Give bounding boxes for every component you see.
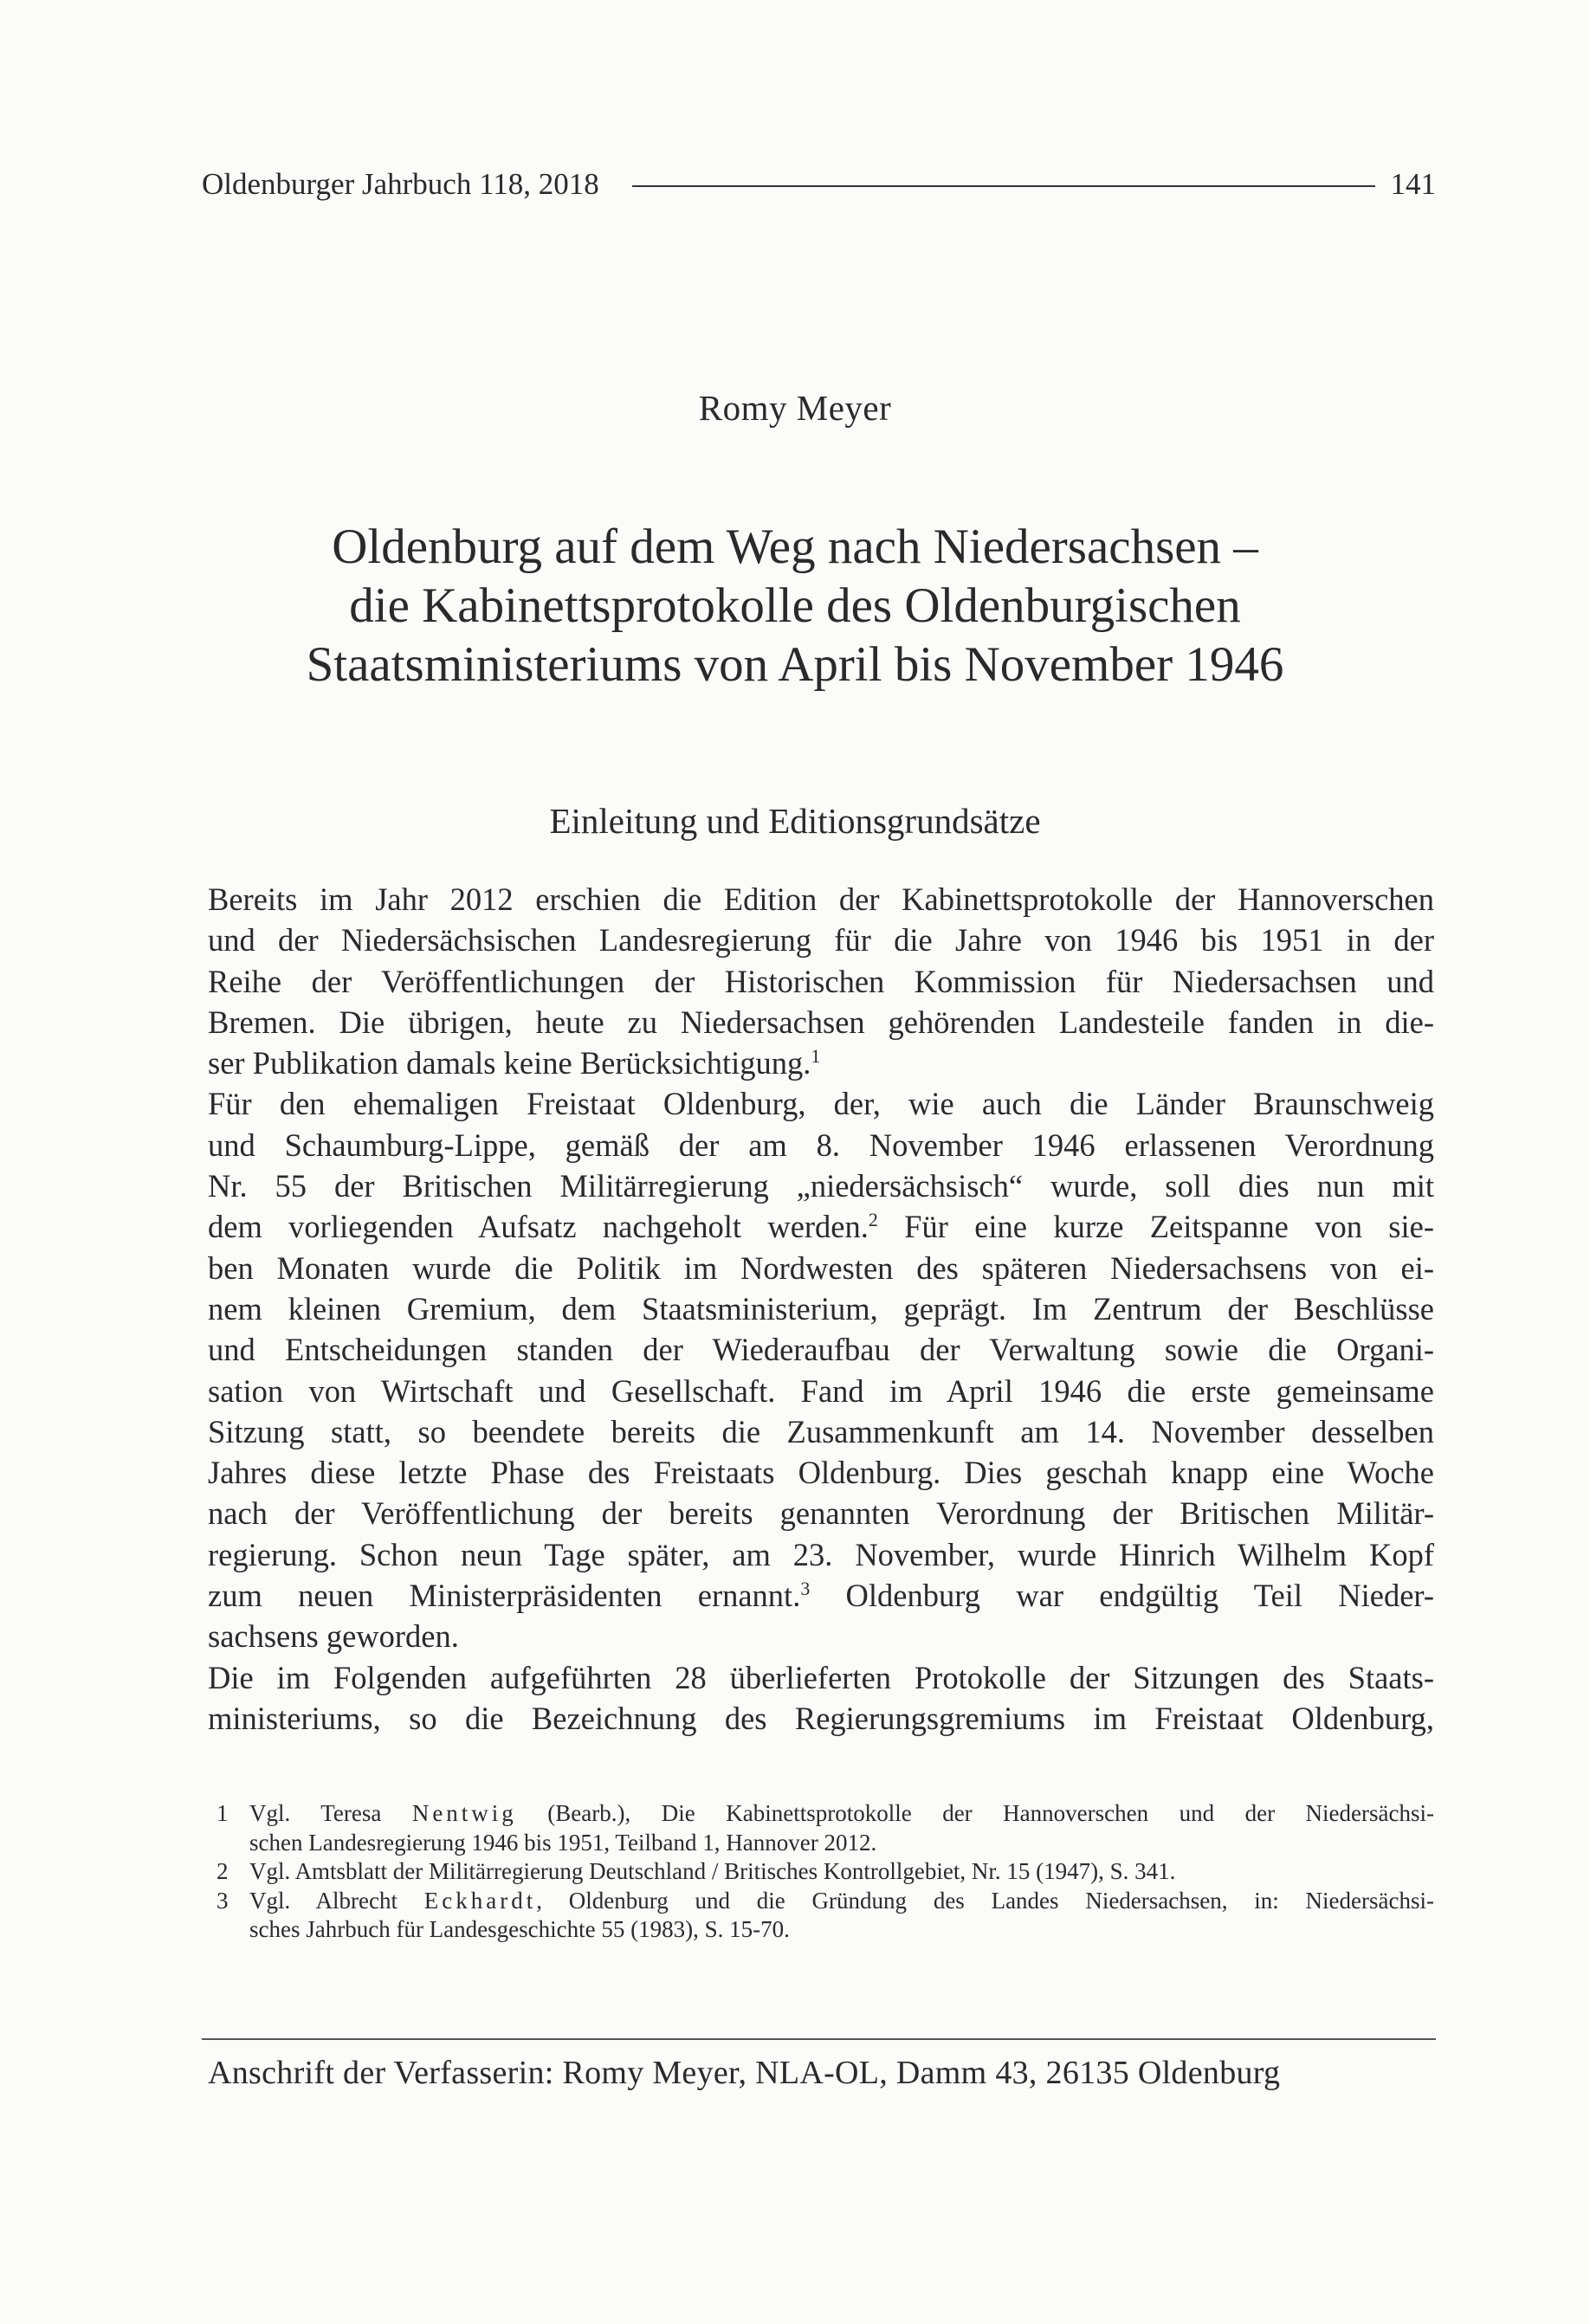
body-line-text: ben Monaten wurde die Politik im Nordwesten des späteren Niedersachsens von ei- (208, 1249, 1434, 1286)
footnote-1 (208, 1799, 1434, 1857)
footnote-2 (208, 1857, 1434, 1887)
body-line (208, 1534, 1434, 1575)
body-line (208, 879, 1434, 920)
body-line (208, 1248, 1434, 1288)
footnote-author-name: Eckhardt (423, 1887, 537, 1914)
body-text (208, 879, 1434, 1739)
title-line-2: die Kabinettsprotokolle des Oldenburgischen (349, 578, 1241, 633)
footnote-text: , Oldenburg und die Gründung des Landes Niedersachsen, in: Niedersächsi- (536, 1887, 1434, 1914)
body-line (208, 961, 1434, 1002)
body-line (208, 1165, 1434, 1206)
address-rule (202, 2038, 1436, 2040)
body-line (208, 1616, 1434, 1656)
body-line-text: nem kleinen Gremium, dem Staatsministerium, geprägt. Im Zentrum der Beschlüsse (208, 1290, 1434, 1327)
body-line-text: Für eine kurze Zeitspanne von sie- (877, 1209, 1434, 1245)
body-line-text: Bremen. Die übrigen, heute zu Niedersachsen gehörenden Landesteile fanden in die- (208, 1004, 1434, 1040)
body-line-text: und der Niedersächsischen Landesregierung für die Jahre von 1946 bis 1951 in der (208, 922, 1434, 959)
body-line-text: nach der Veröffentlichung der bereits genannten Verordnung der Britischen Militär- (208, 1495, 1434, 1532)
page-number: 141 (1390, 167, 1436, 201)
footnote-3 (208, 1887, 1434, 1945)
body-line-text: Oldenburg war endgültig Teil Nieder- (810, 1578, 1434, 1614)
body-line-text: Reihe der Veröffentlichungen der Historischen Kommission für Niedersachsen und (208, 963, 1434, 999)
body-line-text: sachsens geworden. (208, 1618, 459, 1655)
footnote-line (249, 1887, 1434, 1916)
body-line-text: dem vorliegenden Aufsatz nachgeholt werden. (208, 1209, 869, 1245)
body-line-text: zum neuen Ministerpräsidenten ernannt. (208, 1578, 801, 1614)
section-heading: Einleitung und Editionsgrundsätze (549, 801, 1041, 841)
footnote-number: 3 (217, 1887, 229, 1914)
footnote-line (249, 1857, 1434, 1887)
title-line-1: Oldenburg auf dem Weg nach Niedersachsen – (332, 520, 1258, 574)
footnote-line (249, 1799, 1434, 1829)
body-line-text: und Schaumburg-Lippe, gemäß der am 8. November 1946 erlassenen Verordnung (208, 1126, 1434, 1163)
footnote-reference[interactable]: 3 (800, 1577, 811, 1599)
body-line (208, 1206, 1434, 1247)
body-line (208, 1002, 1434, 1043)
footnotes (208, 1799, 1434, 1945)
title-line-3: Staatsministeriums von April bis November 1946 (306, 637, 1284, 692)
running-head (202, 163, 1436, 206)
body-line (208, 1083, 1434, 1124)
body-line-text: und Entscheidungen standen der Wiederaufbau der Verwaltung sowie die Organi- (208, 1332, 1434, 1368)
body-line (208, 1043, 1434, 1083)
body-line (208, 1698, 1434, 1739)
body-line-text: Sitzung statt, so beendete bereits die Zusammenkunft am 14. November desselben (208, 1413, 1434, 1449)
body-line-text: Nr. 55 der Britischen Militärregierung „niedersächsisch“ wurde, soll dies nun mit (208, 1168, 1434, 1204)
body-line (208, 1452, 1434, 1493)
body-line-text: regierung. Schon neun Tage später, am 23. November, wurde Hinrich Wilhelm Kopf (208, 1536, 1434, 1572)
footnote-text: Vgl. Albrecht (249, 1887, 424, 1914)
footnote-text: (Bearb.), Die Kabinettsprotokolle der Hannoverschen und der Niedersächsi- (516, 1800, 1434, 1826)
body-line-text: Die im Folgenden aufgeführten 28 überlieferten Protokolle der Sitzungen des Staats- (208, 1659, 1434, 1695)
body-line-text: Bereits im Jahr 2012 erschien die Edition der Kabinettsprotokolle der Hannoverschen (208, 881, 1434, 917)
body-line-text: ministeriums, so die Bezeichnung des Regierungsgremiums im Freistaat Oldenburg, (208, 1700, 1434, 1736)
footnote-author-name: Nentwig (411, 1800, 517, 1826)
footnote-reference[interactable]: 2 (868, 1209, 878, 1231)
header-rule (632, 185, 1375, 187)
body-line (208, 1125, 1434, 1165)
body-line (208, 1493, 1434, 1533)
footnote-text: Vgl. Teresa (249, 1800, 412, 1826)
body-line (208, 1411, 1434, 1452)
footnote-text: sches Jahrbuch für Landesgeschichte 55 (1983), S. 15-70. (249, 1916, 790, 1942)
footnote-reference[interactable]: 1 (811, 1045, 821, 1068)
body-line (208, 1288, 1434, 1329)
author-address: Anschrift der Verfasserin: Romy Meyer, NLA-OL, Damm 43, 26135 Oldenburg (208, 2055, 1281, 2091)
body-line-text: sation von Wirtschaft und Gesellschaft. Fand im April 1946 die erste gemeinsame (208, 1372, 1434, 1409)
body-line (208, 1575, 1434, 1616)
body-line-text: Für den ehemaligen Freistaat Oldenburg, der, wie auch die Länder Braunschweig (208, 1086, 1434, 1122)
body-line-text: Jahres diese letzte Phase des Freistaats Oldenburg. Dies geschah knapp eine Woche (208, 1455, 1434, 1491)
body-line (208, 920, 1434, 960)
article-title (0, 518, 1590, 694)
body-line (208, 1371, 1434, 1411)
body-line (208, 1329, 1434, 1370)
article-author: Romy Meyer (698, 388, 892, 428)
footnote-line (249, 1915, 1434, 1945)
footnote-number: 2 (217, 1858, 229, 1884)
journal-name: Oldenburger Jahrbuch 118, 2018 (202, 167, 599, 201)
body-line (208, 1657, 1434, 1698)
body-line-text: ser Publikation damals keine Berücksichtigung. (208, 1045, 811, 1081)
footnote-text: schen Landesregierung 1946 bis 1951, Teilband 1, Hannover 2012. (249, 1829, 877, 1856)
footnote-line (249, 1829, 1434, 1858)
footnote-number: 1 (217, 1800, 229, 1826)
footnote-text: Vgl. Amtsblatt der Militärregierung Deutschland / Britisches Kontrollgebiet, Nr. 15 (1947), S. 341. (249, 1858, 1176, 1884)
